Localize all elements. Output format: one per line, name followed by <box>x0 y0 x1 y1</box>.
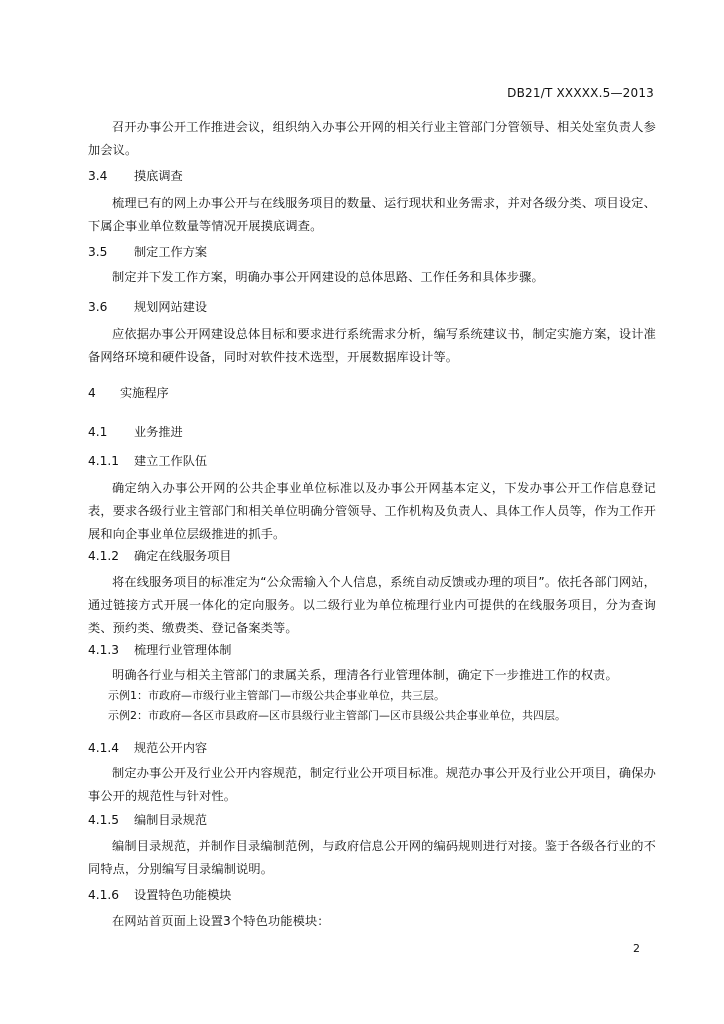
section-title: 梳理行业管理体制 <box>134 643 232 657</box>
paragraph: 制定并下发工作方案，明确办事公开网建设的总体思路、工作任务和具体步骤。 <box>112 270 544 284</box>
paragraph: 在网站首页面上设置3个特色功能模块： <box>112 914 330 928</box>
section-number: 4.1.4 <box>88 741 120 755</box>
paragraph: 制定办事公开及行业公开内容规范，制定行业公开项目标准。规范办事公开及行业公开项目，确保办事公开的规范性与针对性。 <box>88 766 656 803</box>
section-number: 3.4 <box>88 169 108 183</box>
section-number: 4.1.2 <box>88 549 120 563</box>
section-title: 编制目录规范 <box>134 813 208 827</box>
section-number: 4.1 <box>88 425 108 439</box>
section-heading-3-5 <box>88 242 656 262</box>
example-line: 示例2：市政府—各区市县政府—区市县级行业主管部门—区市县级公共企事业单位，共四层。 <box>108 709 566 722</box>
section-heading-4-1-4 <box>88 738 656 758</box>
section-title: 实施程序 <box>120 386 169 400</box>
section-number: 4.1.6 <box>88 888 120 902</box>
paragraph: 确定纳入办事公开网的公共企事业单位标准以及办事公开网基本定义，下发办事公开工作信息登记表，要求各级行业主管部门和相关单位明确分管领导、工作机构及负责人、具体工作人员等，作为工作开展和向企事业单位层级推进的抓手。 <box>88 481 656 541</box>
section-title: 设置特色功能模块 <box>134 888 232 902</box>
section-number: 4.1.3 <box>88 643 120 657</box>
section-heading-4-1-6 <box>88 885 656 905</box>
section-heading-4-1-1 <box>88 451 656 471</box>
section-title: 确定在线服务项目 <box>134 549 232 563</box>
section-number: 3.6 <box>88 300 108 314</box>
standard-code-header: DB21/T XXXXX.5—2013 <box>507 86 654 100</box>
section-title: 建立工作队伍 <box>134 454 208 468</box>
section-heading-3-4 <box>88 166 656 186</box>
paragraph: 将在线服务项目的标准定为“公众需输入个人信息，系统自动反馈或办理的项目”。依托各部门网站，通过链接方式开展一体化的定向服务。以二级行业为单位梳理行业内可提供的在线服务项目，分为查询类、预约类、缴费类、登记备案类等。 <box>88 575 656 635</box>
section-number: 4.1.1 <box>88 454 120 468</box>
section-heading-4 <box>88 383 656 403</box>
paragraph: 梳理已有的网上办事公开与在线服务项目的数量、运行现状和业务需求，并对各级分类、项目设定、下属企事业单位数量等情况开展摸底调查。 <box>88 196 656 233</box>
section-heading-4-1-3 <box>88 640 656 660</box>
paragraph: 编制目录规范，并制作目录编制范例，与政府信息公开网的编码规则进行对接。鉴于各级各行业的不同特点，分别编写目录编制说明。 <box>88 839 656 876</box>
section-number: 4 <box>88 386 96 400</box>
section-heading-3-6 <box>88 297 656 317</box>
section-heading-4-1 <box>88 422 656 442</box>
section-number: 4.1.5 <box>88 813 120 827</box>
section-title: 业务推进 <box>134 425 183 439</box>
section-number: 3.5 <box>88 245 108 259</box>
page-number: 2 <box>633 942 640 955</box>
paragraph: 明确各行业与相关主管部门的隶属关系，理清各行业管理体制，确定下一步推进工作的权责。 <box>112 668 618 682</box>
section-heading-4-1-2 <box>88 546 656 566</box>
paragraph: 应依据办事公开网建设总体目标和要求进行系统需求分析，编写系统建议书，制定实施方案，设计准备网络环境和硬件设备，同时对软件技术选型，开展数据库设计等。 <box>88 327 656 364</box>
example-line: 示例1：市政府—市级行业主管部门—市级公共企事业单位，共三层。 <box>108 689 445 702</box>
paragraph: 召开办事公开工作推进会议，组织纳入办事公开网的相关行业主管部门分管领导、相关处室负责人参加会议。 <box>88 120 656 157</box>
section-heading-4-1-5 <box>88 810 656 830</box>
section-title: 制定工作方案 <box>134 245 208 259</box>
section-title: 规范公开内容 <box>134 741 208 755</box>
section-title: 规划网站建设 <box>134 300 208 314</box>
section-title: 摸底调查 <box>134 169 183 183</box>
